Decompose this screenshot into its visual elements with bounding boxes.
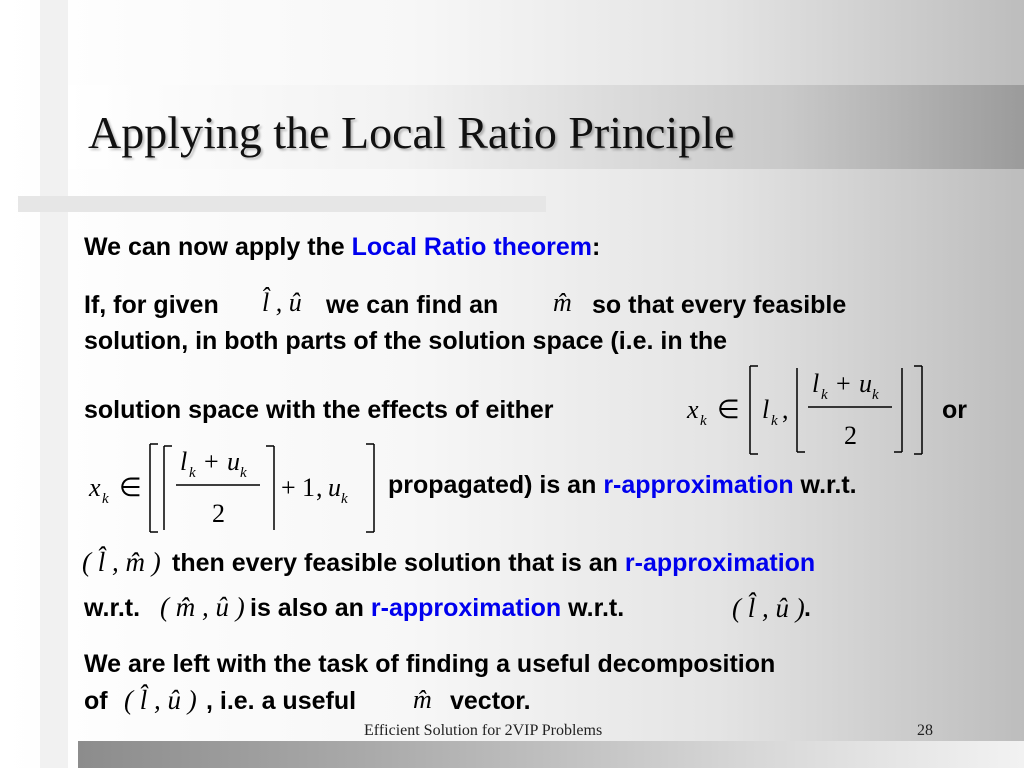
bracket-left-outer-2 [150, 444, 158, 532]
frac-plus: + [836, 369, 851, 398]
r-approximation-link-3: r-approximation [370, 594, 562, 622]
bracket-left-outer [750, 366, 758, 454]
frac2-den: 2 [212, 499, 225, 528]
title-separator [18, 196, 546, 212]
body-line-5 [388, 470, 857, 500]
frac2-num-sub-1: k [189, 465, 196, 481]
r-approximation-link-1: r-approximation [603, 471, 794, 499]
math-l: l [762, 395, 770, 424]
math-m-hat-2: m̂ [413, 685, 432, 714]
math-pair-l-m: ( l̂ , m̂ ) [82, 547, 161, 577]
frac-num-u: u [859, 369, 872, 398]
slide-title: Applying the Local Ratio Principle [88, 107, 735, 158]
formula-x-in-u-interval [84, 440, 384, 535]
line2-part-a: If, for given [84, 291, 219, 319]
math-u: u [328, 473, 341, 502]
math-one: 1 [302, 473, 315, 502]
line2-part-b: we can find an [326, 291, 499, 319]
bracket-right-outer [914, 366, 922, 454]
bracket-right-outer-2 [366, 444, 374, 532]
line7-part-b: is also an [250, 594, 371, 622]
line4-part-b: or [942, 396, 967, 424]
frac2-num-u: u [227, 447, 240, 476]
frac2-num-l: l [180, 447, 188, 476]
body-line-6 [172, 548, 815, 578]
footer-title: Efficient Solution for 2VIP Problems [364, 722, 603, 739]
math-pair-l-u-2: ( l̂ , û ) [124, 685, 197, 715]
floor-right [894, 368, 902, 452]
math-l-u-hat: l̂ , û [262, 288, 302, 317]
line2-part-c: so that every feasible [592, 291, 847, 319]
math-elem: ∈ [717, 395, 740, 424]
line9-part-c: vector. [450, 687, 531, 715]
body-line-1 [84, 232, 600, 262]
math-elem-2: ∈ [119, 473, 142, 502]
footer-bar [78, 741, 1024, 768]
math-plus-one-plus: + [281, 473, 296, 502]
math-x-2: x [89, 473, 101, 502]
page-number: 28 [917, 722, 933, 739]
line7-part-c: w.r.t. [561, 594, 625, 622]
line1-end: : [591, 233, 601, 261]
line5-part-b: w.r.t. [793, 471, 857, 499]
math-comma: , [782, 395, 789, 424]
body-line-7 [250, 593, 624, 623]
math-sub-k-2: k [771, 413, 778, 429]
body-line-8: We are left with the task of finding a useful decomposition [84, 650, 776, 678]
math-x: x [687, 395, 699, 424]
math-pair-m-u: ( m̂ , û ) [160, 592, 245, 622]
line9-part-a: of [84, 687, 108, 715]
math-m-hat: m̂ [553, 288, 572, 317]
math-sub-k-4: k [341, 491, 348, 507]
math-comma-2: , [316, 473, 323, 502]
frac-num-sub-1: k [821, 387, 828, 403]
formula-x-in-l-interval [682, 362, 942, 457]
frac-num-l: l [812, 369, 820, 398]
math-sub-k: k [700, 413, 707, 429]
r-approximation-link-2: r-approximation [624, 549, 816, 577]
line1-text: We can now apply the [84, 233, 352, 261]
frac-num-sub-2: k [872, 387, 879, 403]
line7-part-a: w.r.t. [84, 594, 141, 622]
math-sub-k-3: k [102, 491, 109, 507]
ceil-right [266, 446, 274, 530]
line7-part-d: . [804, 594, 811, 622]
ceil-left [164, 446, 172, 530]
body-line-3: solution, in both parts of the solution space (i.e. in the [84, 327, 728, 355]
frac-den: 2 [844, 421, 857, 450]
frac2-plus: + [204, 447, 219, 476]
line5-part-a: propagated) is an [388, 471, 604, 499]
frac2-num-sub-2: k [240, 465, 247, 481]
local-ratio-theorem-link: Local Ratio theorem [351, 233, 592, 261]
line4-part-a: solution space with the effects of either [84, 396, 554, 424]
floor-left [797, 368, 805, 452]
math-pair-l-u: ( l̂ , û ) [732, 593, 805, 623]
line9-part-b: , i.e. a useful [206, 687, 357, 715]
line6-part-a: then every feasible solution that is an [172, 549, 625, 577]
left-decor-strip [40, 0, 68, 768]
